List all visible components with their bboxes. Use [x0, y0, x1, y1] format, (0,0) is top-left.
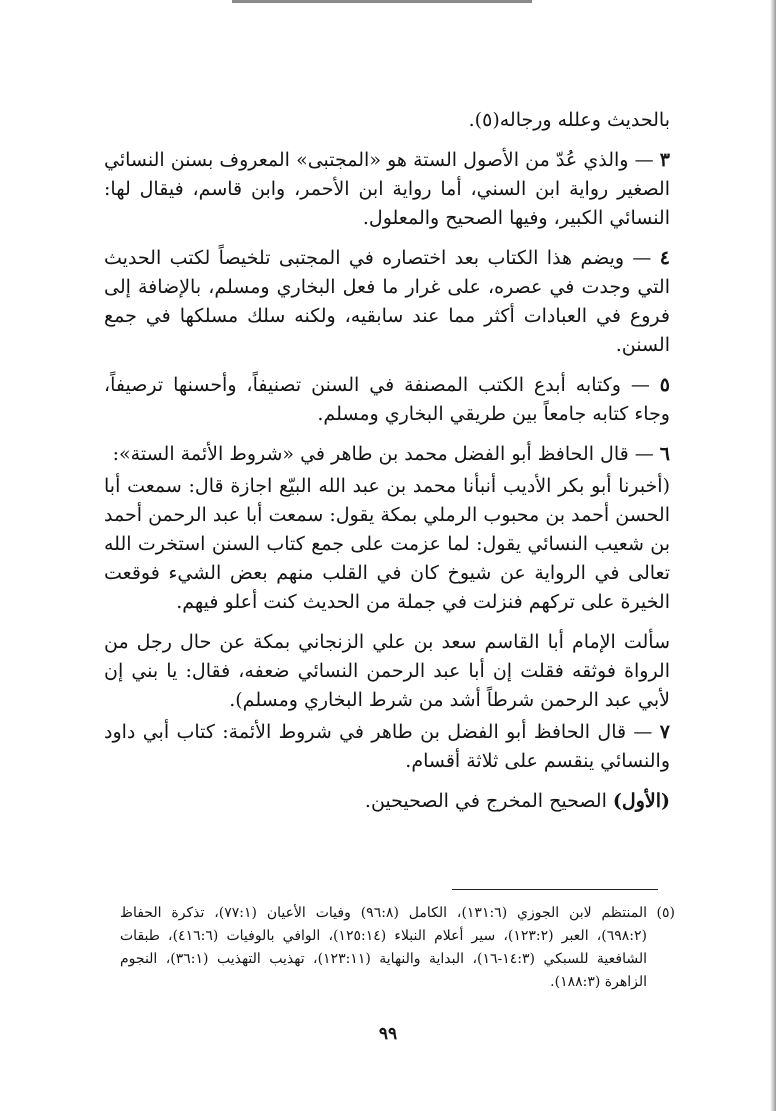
- paragraph-3-text: — ويضم هذا الكتاب بعد اختصاره في المجتبى تلخيصاً لكتب الحديث التي وجدت في عصره، على غرار ما فعل البخاري ومسلم، بالإضافة إلى فروع في العبادات أكثر مما عند سابقيه، ولكنه سلك مسلكها في جمع السنن.: [104, 247, 670, 356]
- paragraph-1: [104, 106, 670, 135]
- paragraph-4: [104, 371, 670, 429]
- paragraph-3-number: ٤: [659, 247, 670, 269]
- paragraph-5: [104, 440, 670, 469]
- paragraph-9: [104, 787, 670, 816]
- paragraph-5-number: ٦: [659, 443, 670, 465]
- paragraph-6-quote: [104, 472, 670, 617]
- footnote-divider: [452, 889, 658, 890]
- footnote-mark: (٥): [656, 905, 675, 921]
- paragraph-8-text: — قال الحافظ أبو الفضل بن طاهر في شروط الأئمة: كتاب أبي داود والنسائي ينقسم على ثلاثة أقسام.: [104, 721, 670, 772]
- footnote-text: المنتظم لابن الجوزي (١٣١:٦)، الكامل (٩٦:٨) وفيات الأعيان (٧٧:١)، تذكرة الحفاظ (٦٩٨:٢)، العبر (١٢٣:٢)، سير أعلام النبلاء (١٢٥:١٤)، الوافي بالوفيات (٤١٦:٦)، طبقات الشافعية للسبكي (١٤:٣-١٦)، البداية والنهاية (١٢٣:١١)، تهذيب التهذيب (٣٦:١)، النجوم الزاهرة (١٨٨:٣).: [120, 905, 648, 990]
- paragraph-4-text: — وكتابه أبدع الكتب المصنفة في السنن تصنيفاً، وأحسنها ترصيفاً، وجاء كتابه جامعاً بين طريقي البخاري ومسلم.: [104, 374, 670, 425]
- top-rule: [232, 0, 532, 3]
- footnote: [120, 902, 675, 994]
- main-text: [104, 106, 670, 827]
- paragraph-8: [104, 718, 670, 776]
- paragraph-7-quote: [104, 628, 670, 715]
- page-edge-shadow: [770, 0, 776, 1111]
- page-number: ٩٩: [378, 1024, 398, 1044]
- paragraph-3: [104, 244, 670, 360]
- paragraph-2: [104, 146, 670, 233]
- paragraph-9-text: الصحيح المخرج في الصحيحين.: [364, 790, 607, 812]
- paragraph-5-text: — قال الحافظ أبو الفضل محمد بن طاهر في «شروط الأئمة الستة»:: [112, 443, 654, 465]
- paragraph-2-number: ٣: [659, 149, 670, 171]
- paragraph-7-text: سألت الإمام أبا القاسم سعد بن علي الزنجاني بمكة عن حال رجل من الرواة فوثقه فقلت إن أبا عبد الرحمن النسائي ضعفه، فقال: يا بني إن لأبي عبد الرحمن شرطاً أشد من شرط البخاري ومسلم).: [104, 631, 670, 711]
- paragraph-1-text: بالحديث وعلله ورجاله(٥).: [468, 109, 670, 131]
- paragraph-6-text: (أخبرنا أبو بكر الأديب أنبأنا محمد بن عبد الله البيّع اجازة قال: سمعت أبا الحسن أحمد بن محبوب الرملي بمكة يقول: سمعت أبا عبد الرحمن أحمد بن شعيب النسائي يقول: لما عزمت على جمع كتاب السنن استخرت الله تعالى في الرواية عن شيوخ كان في القلب منهم بعض الشيء فوقعت الخيرة على تركهم فنزلت في جملة من الحديث كنت أعلو فيهم.: [104, 475, 670, 613]
- paragraph-9-label: (الأول): [612, 790, 670, 812]
- paragraph-4-number: ٥: [659, 374, 670, 396]
- paragraph-2-text: — والذي عُدّ من الأصول الستة هو «المجتبى» المعروف بسنن النسائي الصغير رواية ابن السني، أما رواية ابن الأحمر، وابن قاسم، فيقال لها: النسائي الكبير، وفيها الصحيح والمعلول.: [104, 149, 670, 229]
- paragraph-8-number: ٧: [659, 721, 671, 743]
